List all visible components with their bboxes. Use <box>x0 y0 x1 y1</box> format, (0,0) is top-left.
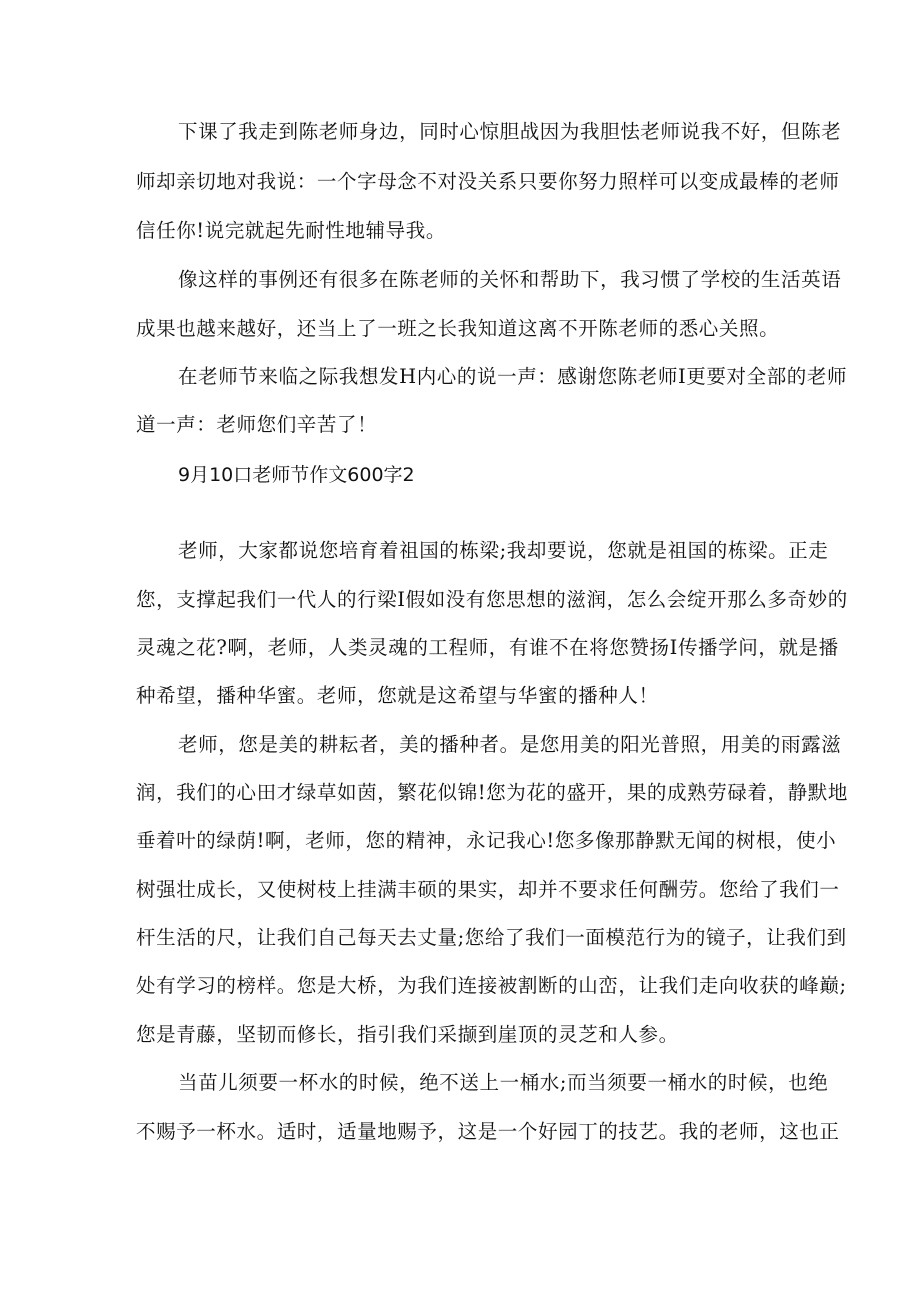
paragraph-5-line-2: 润，我们的心田才绿草如茵，繁花似锦!您为花的盛开，果的成熟劳碌着，静默地 <box>136 781 848 804</box>
paragraph-1-line-2: 师却亲切地对我说：一个字母念不对没关系只要你努力照样可以变成最棒的老师 <box>136 170 840 193</box>
paragraph-1-line-1: 下课了我走到陈老师身边，同时心惊胆战因为我胆怯老师说我不好，但陈老 <box>178 120 842 143</box>
paragraph-4-line-4: 种希望，播种华蜜。老师，您就是这希望与华蜜的播种人！ <box>136 684 659 707</box>
paragraph-6-line-2: 不赐予一杯水。适时，适量地赐予，这是一个好园丁的技艺。我的老师，这也正 <box>136 1120 840 1143</box>
paragraph-2-line-1: 像这样的事例还有很多在陈老师的关怀和帮助下，我习惯了学校的生活英语 <box>178 268 842 291</box>
paragraph-4-line-3: 灵魂之花?啊，老师，人类灵魂的工程师，有谁不在将您赞扬I传播学问，就是播 <box>136 636 839 659</box>
paragraph-5-line-6: 处有学习的榜样。您是大桥，为我们连接被割断的山峦，让我们走向收获的峰巅; <box>136 974 847 997</box>
essay-heading: 9月10口老师节作文600字2 <box>178 464 415 486</box>
paragraph-5-line-3: 垂着叶的绿荫!啊，老师，您的精神，永记我心!您多像那静默无闻的树根，使小 <box>136 829 837 852</box>
paragraph-5-line-1: 老师，您是美的耕耘者，美的播种者。是您用美的阳光普照，用美的雨露滋 <box>178 733 842 756</box>
paragraph-1-line-3: 信任你!说完就起先耐性地辅导我。 <box>136 219 446 242</box>
paragraph-4-line-2: 您，支撑起我们一代人的行梁I假如没有您思想的滋润，怎么会绽开那么多奇妙的 <box>136 588 848 611</box>
paragraph-3-line-2: 道一声：老师您们辛苦了！ <box>136 413 378 436</box>
paragraph-5-line-4: 树强壮成长，又使树枝上挂满丰硕的果实，却并不要求任何酬劳。您给了我们一 <box>136 878 840 901</box>
paragraph-5-line-5: 杆生活的尺，让我们自己每天去丈量;您给了我们一面模范行为的镜子，让我们到 <box>136 926 847 949</box>
paragraph-5-line-7: 您是青藤，坚韧而修长，指引我们采撷到崖顶的灵芝和人参。 <box>136 1023 679 1046</box>
paragraph-6-line-1: 当苗儿须要一杯水的时候，绝不送上一桶水;而当须要一桶水的时候，也绝 <box>178 1071 829 1094</box>
paragraph-4-line-1: 老师，大家都说您培育着祖国的栋梁;我却要说，您就是祖国的栋梁。正走 <box>178 539 829 562</box>
paragraph-2-line-2: 成果也越来越好，还当上了一班之长我知道这离不开陈老师的悉心关照。 <box>136 317 780 340</box>
paragraph-3-line-1: 在老师节来临之际我想发H内心的说一声：感谢您陈老师I更要对全部的老师 <box>178 365 848 388</box>
